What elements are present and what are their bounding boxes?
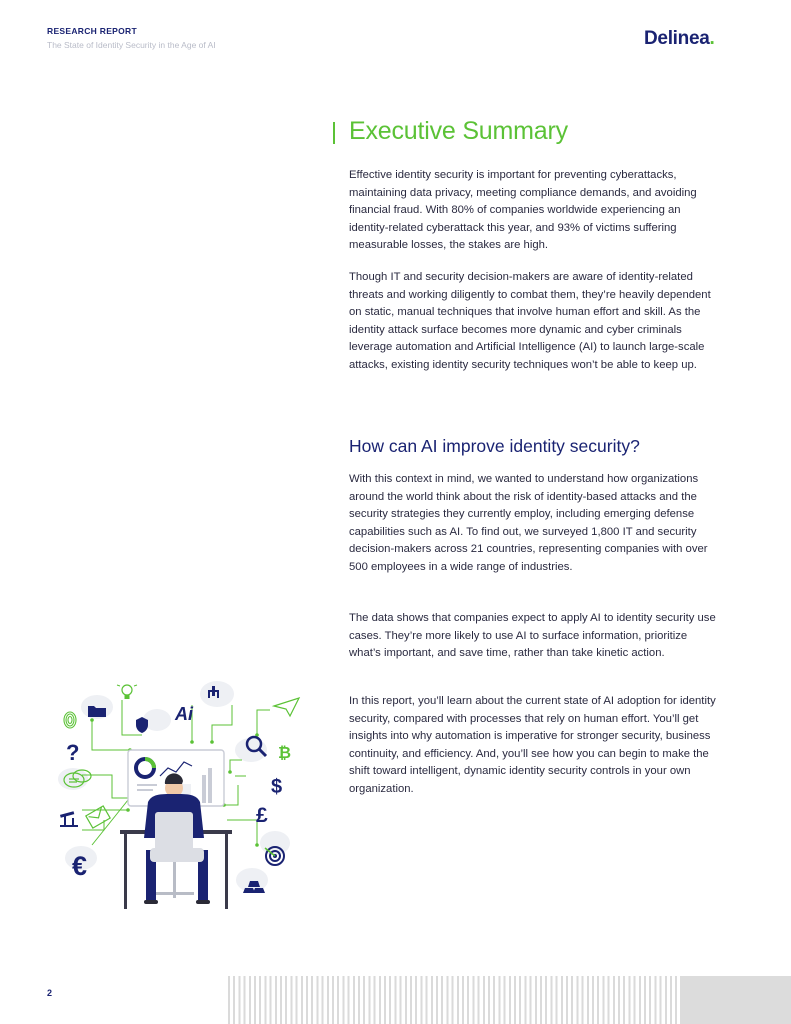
lightbulb-icon xyxy=(117,685,137,699)
footer-stripe-solid xyxy=(680,976,791,1024)
logo-dot: . xyxy=(709,28,715,49)
shield-icon xyxy=(136,717,148,733)
ai-paragraph-3-block xyxy=(349,693,721,799)
euro-icon: € xyxy=(72,851,88,881)
report-kicker: RESEARCH REPORT xyxy=(47,26,137,36)
paper-plane-icon xyxy=(274,698,299,716)
ai-paragraph-2-block xyxy=(349,610,721,663)
section-accent-bar xyxy=(333,122,335,144)
delinea-logo xyxy=(644,28,714,50)
report-subtitle: The State of Identity Security in the Age of AI xyxy=(47,40,216,50)
ai-label: Ai xyxy=(175,704,193,724)
bitcoin-icon: ₿ xyxy=(278,745,292,762)
ai-paragraph-1-block xyxy=(349,471,721,577)
fingerprint-icon xyxy=(64,712,76,728)
oil-pump-icon xyxy=(60,811,78,827)
dollar-icon: $ xyxy=(271,776,283,798)
ai-paragraph: The data shows that companies expect to apply AI to identity security use cases. They’re more likely to use AI to surface information, prioritize what’s important, and save time, rather than take kinetic action. xyxy=(349,612,716,660)
page-title: Executive Summary xyxy=(349,117,568,145)
summary-paragraph: Though IT and security decision-makers are aware of identity-related threats and working diligently to combat them, they’re heavily dependent on static, manual techniques that involve human effort and skill. As the identity attack surface becomes more dynamic and cyber criminals leverage automation and Artificial Intelligence (AI) to launch large-scale attacks, existing identity security techniques won’t be able to keep up. xyxy=(349,271,711,371)
summary-paragraph-2-block xyxy=(349,269,721,375)
question-mark-icon: ? xyxy=(66,740,80,765)
ai-paragraph: With this context in mind, we wanted to understand how organizations around the world think about the risk of identity-based attacks and the security strategies they currently employ, including emerging defense capabilities such as AI. To find out, we surveyed 1,800 IT and security decision-makers across 21 countries, representing companies with over 500 employees in a wide range of industries. xyxy=(349,473,708,573)
envelope-icon xyxy=(86,806,110,828)
section-heading: How can AI improve identity security? xyxy=(349,436,640,456)
page-number: 2 xyxy=(47,988,53,998)
summary-paragraph-1-block xyxy=(349,167,721,255)
summary-paragraph: Effective identity security is important for preventing cyberattacks, maintaining data privacy, meeting compliance demands, and avoiding financial fraud. With 80% of companies worldwide experiencing an identity-related cyberattack this year, and 93% of victims suffering measurable losses, the stakes are high. xyxy=(349,169,697,252)
pound-icon: £ xyxy=(256,804,268,827)
ai-paragraph: In this report, you’ll learn about the current state of AI adoption for identity security, compared with processes that rely on human effort. You’ll get insights into why automation is imperative for stronger security, business continuity, and efficiency. And, you’ll see how you can begin to make the shift toward intelligent, dynamic identity security controls in your own organization. xyxy=(349,695,716,795)
logo-text: Delinea xyxy=(644,28,710,49)
person-at-dashboard-illustration xyxy=(52,680,312,912)
